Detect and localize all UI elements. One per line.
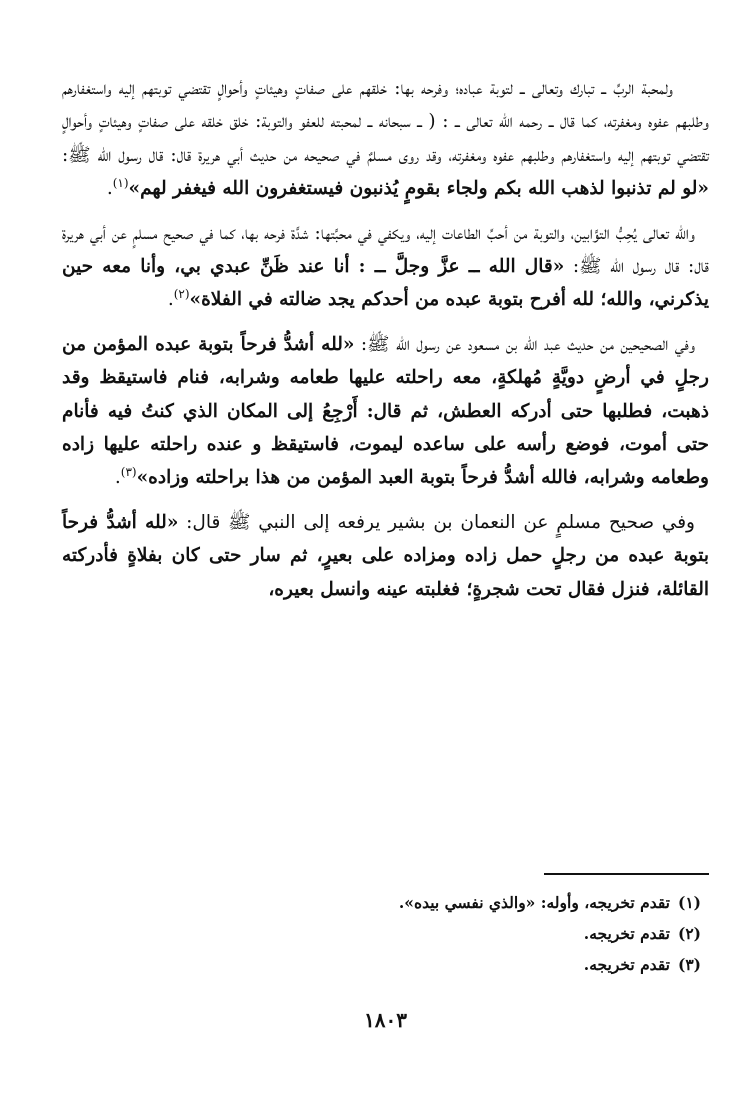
paragraph-1: [62, 72, 709, 206]
paragraph-2-text: والله تعالى يُحِبُّ التوَّابين، والتوبة من أحبِّ الطاعات إليه، ويكفي في محبَّتها: شدَّة فرحه بها، كما في صحيح مسلمٍ عن أبي هريرة قال: قال رسول الله ﷺ:: [62, 222, 709, 278]
footnote-ref-1[interactable]: (١): [112, 176, 129, 191]
footnote-text: تقدم تخريجه.: [583, 924, 670, 943]
paragraph-2: [62, 217, 709, 317]
page-number: ١٨٠٣: [364, 1008, 407, 1032]
footnote-ref-2[interactable]: (٢): [173, 287, 190, 302]
paragraph-2-end: .: [167, 289, 174, 311]
footnote-separator: [544, 873, 709, 875]
footnote-number: (٢): [677, 924, 701, 943]
footnote-2: [62, 918, 701, 949]
hadith-quote-4: «لله أشدُّ فرحاً بتوبة عبده من رجلٍ حمل زاده ومزاده على بعيرٍ، ثم سار حتى كان بفلاةٍ فأدركته القائلة، فنزل فقال تحت شجرةٍ؛ فغلبته عينه وانسل بعيره،: [62, 511, 709, 600]
footnote-number: (١): [677, 893, 701, 912]
main-text: [62, 72, 709, 606]
footnote-text: تقدم تخريجه، وأوله: «والذي نفسي بيده».: [398, 893, 670, 912]
footnote-1: [62, 887, 701, 918]
hadith-quote-1: «لو لم تذنبوا لذهب الله بكم ولجاء بقومٍ يُذنبون فيستغفرون الله فيغفر لهم»: [128, 178, 709, 200]
footnote-ref-3[interactable]: (٣): [120, 465, 137, 480]
paragraph-1-end: .: [106, 178, 113, 200]
footnotes: [62, 887, 701, 980]
paragraph-3-text: وفي الصحيحين من حديث عبد الله بن مسعود عن رسول الله ﷺ:: [354, 333, 696, 355]
hadith-quote-3: «لله أشدُّ فرحاً بتوبة عبده المؤمن من رجلٍ في أرضٍ دويَّةٍ مُهلكةٍ، معه راحلته عليها طعامه وشرابه، فنام فاستيقظ وقد ذهبت، فطلبها حتى أدركه العطش، ثم قال: أَرْجِعُ إلى المكان الذي كنتُ فيه فأنام حتى أموت، فوضع رأسه على ساعده ليموت، فاستيقظ و عنده راحلته عليها زاده وطعامه وشرابه، فالله أشدُّ فرحاً بتوبة العبد المؤمن من هذا براحلته وزاده»: [62, 333, 709, 489]
paragraph-3: [62, 328, 709, 495]
footnote-number: (٣): [677, 955, 701, 974]
book-page: [62, 72, 709, 1108]
hadith-quote-2: «قال الله ــ عزَّ وجلَّ ــ : أنا عند ظَنِّ عبدي بي، وأنا معه حين يذكرني، والله؛ لله أفرح بتوبة عبده من أحدكم يجد ضالته في الفلاة»: [62, 256, 709, 311]
paragraph-4: [62, 506, 709, 606]
footnote-3: [62, 949, 701, 980]
footnote-text: تقدم تخريجه.: [583, 955, 670, 974]
paragraph-1-text: ولمحبة الربِّ ــ تبارك وتعالى ــ لتوبة عباده؛ وفرحه بها: خلقهم على صفاتٍ وهيئاتٍ وأحوالٍ تقتضي توبتهم إليه واستغفارهم وطلبهم عفوه ومغفرته، كما قال ــ رحمه الله تعالى ــ : ( ــ سبحانه ــ لمحبته للعفو والتوبة: خلق خلقه على صفاتٍ وهيئاتٍ وأحوالٍ تقتضي توبتهم إليه واستغفارهم وطلبهم عفوه ومغفرته، وقد روى مسلمٌ في صحيحه من حديث أبي هريرة قال: قال رسول الله ﷺ:: [62, 78, 709, 166]
paragraph-3-end: .: [114, 467, 121, 489]
paragraph-4-text: وفي صحيح مسلمٍ عن النعمان بن بشير يرفعه إلى النبي ﷺ قال:: [178, 511, 695, 533]
